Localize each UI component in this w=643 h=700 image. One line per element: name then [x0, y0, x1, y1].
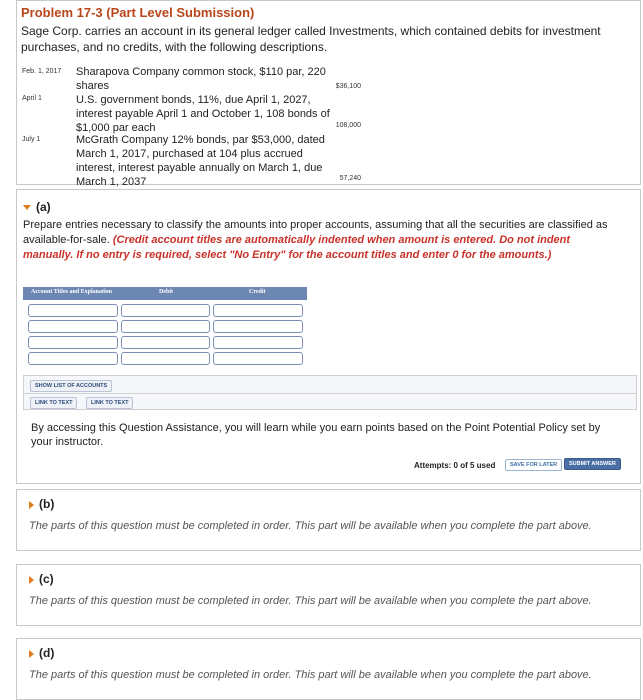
debit-input[interactable] [121, 304, 210, 317]
ledger-date: Feb. 1, 2017 [22, 68, 62, 75]
credit-input[interactable] [213, 320, 303, 333]
ledger-description: Sharapova Company common stock, $110 par, 220 shares [76, 66, 326, 92]
debit-input[interactable] [121, 352, 210, 365]
ledger-description: U.S. government bonds, 11%, due April 1, 2027, interest payable April 1 and October 1, 108 bonds of $1,000 par each [76, 94, 330, 134]
debit-input[interactable] [121, 336, 210, 349]
part-c-label: (c) [39, 572, 54, 586]
show-list-of-accounts-button[interactable]: SHOW LIST OF ACCOUNTS [30, 380, 112, 392]
problem-title: Problem 17-3 (Part Level Submission) [21, 5, 255, 20]
part-c-note: The parts of this question must be completed in order. This part will be available when you complete the part above. [29, 595, 592, 607]
submit-answer-button[interactable]: SUBMIT ANSWER [564, 458, 621, 470]
ledger-amount: $36,100 [335, 83, 361, 90]
ledger-description: McGrath Company 12% bonds, par $53,000, dated March 1, 2017, purchased at 104 plus accrued interest, interest payable annually on March 1, due March 1, 2037 [76, 134, 325, 188]
ledger-amount: 108,000 [335, 122, 361, 129]
link-to-text-button[interactable]: LINK TO TEXT [30, 397, 77, 409]
table-header [23, 287, 307, 300]
problem-description: Sage Corp. carries an account in its general ledger called Investments, which contained debits for investment purchases, and no credits, with the following descriptions. [21, 24, 601, 54]
table-row [23, 352, 307, 367]
header-credit: Credit [249, 289, 266, 295]
part-a-header[interactable] [23, 200, 51, 214]
part-d-note: The parts of this question must be completed in order. This part will be available when you complete the part above. [29, 669, 592, 681]
table-row [23, 336, 307, 351]
link-strip [23, 393, 637, 410]
account-title-input[interactable] [28, 320, 118, 333]
part-a-instructions [23, 218, 623, 263]
table-row [23, 304, 307, 319]
caret-right-icon [29, 650, 34, 658]
table-row [23, 320, 307, 335]
header-account: Account Titles and Explanation [31, 289, 112, 295]
part-b-label: (b) [39, 497, 55, 511]
save-for-later-button[interactable]: SAVE FOR LATER [505, 459, 562, 471]
debit-input[interactable] [121, 320, 210, 333]
caret-right-icon [29, 576, 34, 584]
part-b-note: The parts of this question must be completed in order. This part will be available when you complete the part above. [29, 520, 592, 532]
ledger-amount: 57,240 [339, 175, 361, 182]
accounts-list-strip [23, 375, 637, 394]
caret-down-icon [23, 205, 31, 210]
ledger-date: July 1 [22, 136, 41, 143]
credit-input[interactable] [213, 336, 303, 349]
part-d-header[interactable] [29, 646, 54, 660]
question-assistance-text: By accessing this Question Assistance, you will learn while you earn points based on the Point Potential Policy set by your instructor. [31, 422, 601, 448]
instruction-text: Prepare entries necessary to classify the amounts into proper accounts, assuming that all the securities are classified as available-for-sale. [23, 219, 608, 246]
account-title-input[interactable] [28, 304, 118, 317]
part-d-label: (d) [39, 646, 55, 660]
credit-input[interactable] [213, 304, 303, 317]
attempts-counter: Attempts: 0 of 5 used [414, 461, 496, 470]
account-title-input[interactable] [28, 336, 118, 349]
ledger-date: April 1 [22, 95, 42, 102]
credit-input[interactable] [213, 352, 303, 365]
part-c-header[interactable] [29, 572, 54, 586]
caret-right-icon [29, 501, 34, 509]
account-title-input[interactable] [28, 352, 118, 365]
part-a-label: (a) [36, 200, 51, 214]
link-to-text-button[interactable]: LINK TO TEXT [86, 397, 133, 409]
part-b-header[interactable] [29, 497, 54, 511]
header-debit: Debit [159, 289, 173, 295]
instruction-warning: (Credit account titles are automatically indented when amount is entered. Do not indent manually. If no entry is required, select "No Entry" for the account titles and enter 0 for the amounts.) [23, 234, 571, 261]
